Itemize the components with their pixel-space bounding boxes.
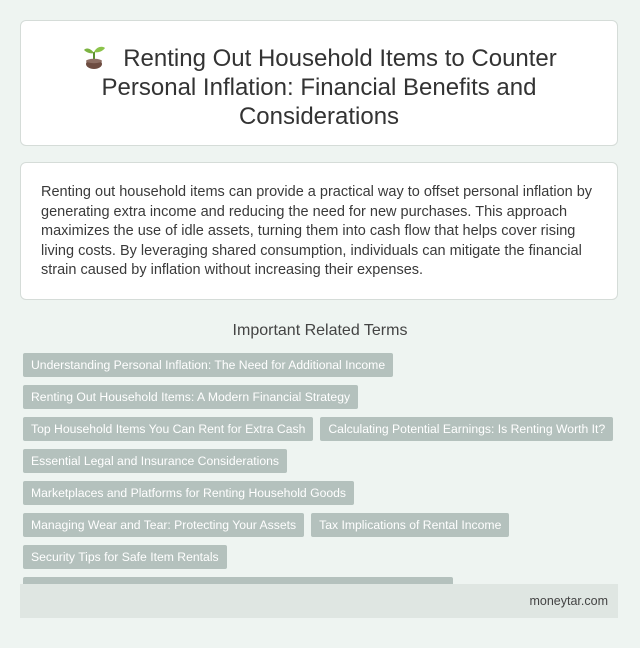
- title-card: [20, 20, 618, 146]
- footer-site-link[interactable]: moneytar.com: [529, 594, 608, 608]
- related-term-tag[interactable]: Security Tips for Safe Item Rentals: [23, 545, 227, 569]
- page-title: [51, 43, 587, 131]
- related-term-tag[interactable]: Managing Wear and Tear: Protecting Your Assets: [23, 513, 304, 537]
- related-term-tag[interactable]: Calculating Potential Earnings: Is Renting Worth It?: [320, 417, 613, 441]
- sprout-icon: [81, 43, 107, 69]
- related-terms-heading: Important Related Terms: [232, 322, 408, 339]
- related-term-tag[interactable]: Renting Out Household Items: A Modern Financial Strategy: [23, 385, 358, 409]
- related-term-tag[interactable]: Essential Legal and Insurance Considerations: [23, 449, 287, 473]
- related-term-tag[interactable]: Understanding Personal Inflation: The Need for Additional Income: [23, 353, 393, 377]
- related-term-tag[interactable]: Top Household Items You Can Rent for Extra Cash: [23, 417, 313, 441]
- page-title-text: Renting Out Household Items to Counter Personal Inflation: Financial Benefits and Considerations: [101, 45, 557, 130]
- intro-paragraph: Renting out household items can provide a practical way to offset personal inflation by generating extra income and reducing the need for new purchases. This approach maximizes the use of idle assets, turning them into cash flow that helps cover rising living costs. By leveraging shared consumption, individuals can mitigate the financial strain caused by inflation without increasing their expenses.: [41, 184, 593, 279]
- related-term-tag[interactable]: Marketplaces and Platforms for Renting Household Goods: [23, 481, 354, 505]
- footer: [20, 584, 618, 618]
- related-terms-list: [23, 353, 623, 609]
- intro-card: [20, 162, 618, 300]
- related-term-tag[interactable]: Tax Implications of Rental Income: [311, 513, 509, 537]
